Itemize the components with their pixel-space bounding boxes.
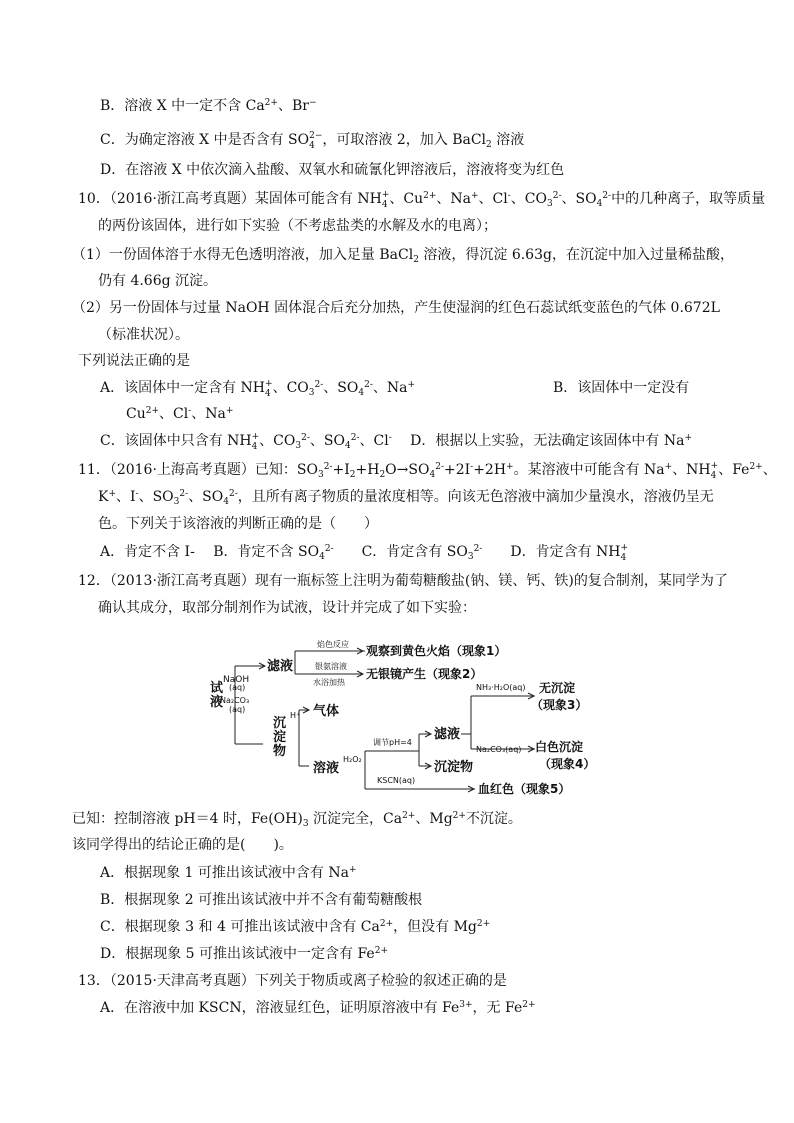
filtrate2-label: 滤液 — [434, 727, 461, 742]
na2co3-label-2: Na₂CO₃(aq) — [476, 745, 522, 754]
phenomenon-1: 观察到黄色火焰（现象1） — [366, 644, 507, 658]
q11-stem-2: K+、I-、$SO_3^{2-}$、$SO_4^{2-}$，且所有离子物质的量浓度相等。向该无色溶液中滴加少量溴水，溶液仍呈无 — [98, 489, 714, 507]
q12-prompt: 该同学得出的结论正确的是( )。 — [72, 837, 293, 853]
phenomenon-3: （现象3） — [531, 698, 588, 712]
precipitate-char-3: 物 — [273, 744, 287, 759]
q11-stem-1: 11．（2016·上海高考真题）已知：$SO_3^{2-}+I_2+H_2O\to SO_4^{2-}+2I^-+2H^+$。某溶液中可能含有 Na+、NH+ 4 、$Fe^{2+}$、 — [78, 461, 777, 481]
q10-exp1-b: 仍有 4.66g 沉淀。 — [98, 273, 218, 289]
q10-option-b-cont: $Cu^{2+}$、Cl-、Na+ — [126, 406, 234, 422]
q10-option-b: B．该固体中一定没有 — [553, 380, 690, 396]
reagent-na2co3-aq: (aq) — [229, 705, 246, 714]
q9-option-d: D．在溶液 X 中依次滴入盐酸、双氧水和硫氰化钾溶液后，溶液将变为红色 — [100, 162, 565, 178]
q9-option-c: C．为确定溶液 X 中是否含有 SO2− 4 ，可取溶液 2，加入 BaCl$_2$ 溶液 — [100, 131, 525, 151]
precipitate-char-1: 沉 — [273, 716, 287, 731]
hplus-label: H⁺ — [290, 711, 301, 720]
phenomenon-4: （现象4） — [539, 757, 596, 771]
q11-options: A．肯定不含 I- B．肯定不含 $SO_4^{2-}$ C．肯定含有 $SO_3^{2-}$ D．肯定含有 NH+ 4 — [100, 543, 629, 563]
reagent-naoh: NaOH — [223, 675, 250, 685]
h2o2-label: H₂O₂ — [343, 755, 362, 764]
q13-option-a: A．在溶液中加 KSCN，溶液显红色，证明原溶液中有 $Fe^{3+}$，无 $Fe^{2+}$ — [100, 1000, 536, 1016]
filtrate-label: 滤液 — [267, 659, 294, 674]
white-precipitate: 白色沉淀 — [535, 740, 584, 754]
q12-option-c: C．根据现象 3 和 4 可推出该试液中含有 $Ca^{2+}$，但没有 $Mg^{2+}$ — [100, 919, 491, 935]
solution-label: 溶液 — [313, 761, 340, 776]
precipitate-char-2: 淀 — [273, 730, 287, 745]
q10-exp1-a: （1）一份固体溶于水得无色透明溶液，加入足量 BaCl$_2$ 溶液，得沉淀 6.63g，在沉淀中加入过量稀盐酸， — [72, 247, 734, 265]
phenomenon-2: 无银镜产生（现象2） — [366, 667, 483, 681]
precipitate2-label: 沉淀物 — [434, 760, 474, 775]
silver-ammonia-label: 银氨溶液 — [315, 662, 347, 671]
ammonia-label: NH₃·H₂O(aq) — [476, 683, 526, 692]
q12-known: 已知：控制溶液 pH＝4 时，$Fe(OH)_3$ 沉淀完全，$Ca^{2+}$、$Mg^{2+}$不沉淀。 — [72, 811, 522, 829]
q10-option-a: A．该固体中一定含有 NH+ 4 、$CO_3^{2-}$、$SO_4^{2-}$、Na+ — [100, 379, 416, 399]
q12-option-d: D．根据现象 5 可推出该试液中一定含有 $Fe^{2+}$ — [100, 946, 388, 962]
reagent-na2co3: Na₂CO₃ — [220, 696, 250, 705]
flame-test-label: 焰色反应 — [317, 640, 349, 649]
q12-option-a: A．根据现象 1 可推出该试液中含有 Na+ — [100, 865, 357, 881]
phenomenon-5: 血红色（现象5） — [478, 782, 571, 796]
q12-stem-1: 12．（2013·浙江高考真题）现有一瓶标签上注明为葡萄糖酸盐(钠、镁、钙、铁)的复合制剂，某同学为了 — [78, 573, 728, 589]
no-precipitate: 无沉淀 — [539, 681, 576, 695]
q13-stem: 13．（2015·天津高考真题）下列关于物质或离子检验的叙述正确的是 — [78, 973, 507, 989]
experiment-flowchart — [205, 626, 625, 801]
sample-label-1: 试 — [210, 681, 224, 696]
q10-prompt: 下列说法正确的是 — [78, 353, 190, 369]
gas-label: 气体 — [313, 704, 340, 719]
reagent-naoh-aq: (aq) — [229, 683, 246, 692]
kscn-label: KSCN(aq) — [377, 776, 416, 785]
sample-label-2: 液 — [210, 695, 224, 710]
q9-option-b: B．溶液 X 中一定不含 $Ca^{2+}$、Br− — [100, 98, 317, 114]
ph-adjust-label: 调节pH=4 — [373, 738, 412, 747]
q10-option-cd: C．该固体中只含有 NH+ 4 、$CO_3^{2-}$、$SO_4^{2-}$、Cl- D．根据以上实验，无法确定该固体中有 Na+ — [100, 432, 693, 452]
q12-option-b: B．根据现象 2 可推出该试液中并不含有葡萄糖酸根 — [100, 892, 423, 908]
water-bath-label: 水浴加热 — [313, 678, 345, 687]
q10-exp2-a: （2）另一份固体与过量 NaOH 固体混合后充分加热，产生使湿润的红色石蕊试纸变蓝色的气体 0.672L — [72, 300, 720, 316]
q11-stem-3: 色。下列关于该溶液的判断正确的是（ ） — [98, 516, 378, 532]
q10-stem-2: 的两份该固体，进行如下实验（不考虑盐类的水解及水的电离）； — [98, 218, 497, 234]
q10-stem-1: 10．（2016·浙江高考真题）某固体可能含有 NH+ 4 、$Cu^{2+}$、Na+、Cl-、$CO_3^{2-}$、$SO_4^{2-}$中的几种离子，取等质量 — [78, 190, 766, 210]
q12-stem-2: 确认其成分，取部分制剂作为试液，设计并完成了如下实验： — [98, 600, 476, 616]
q10-exp2-b: （标准状况）。 — [98, 327, 189, 343]
